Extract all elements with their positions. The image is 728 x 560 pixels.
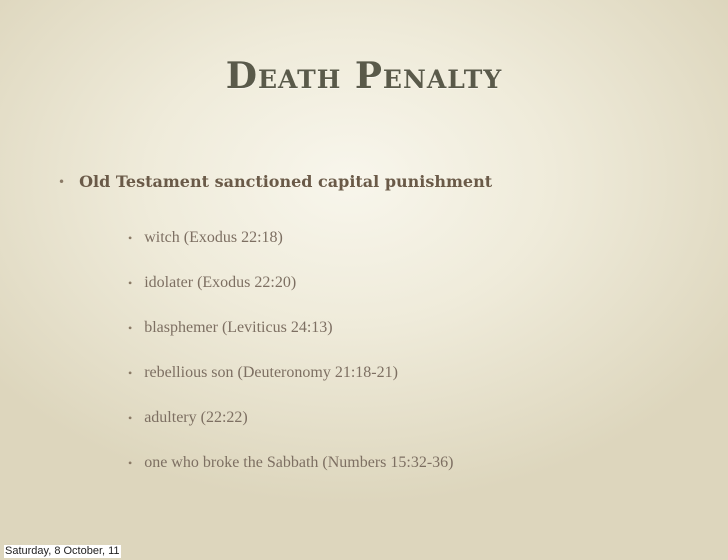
list-item <box>128 215 453 260</box>
sub-bullet-list <box>128 215 453 485</box>
bullet-icon: • <box>128 320 133 335</box>
list-item <box>128 260 453 305</box>
bullet-icon: • <box>128 410 133 425</box>
bullet-icon: • <box>128 230 133 245</box>
slide-title: Death Penalty <box>225 55 503 97</box>
sub-bullet-text: adultery (22:22) <box>144 408 248 426</box>
footer-date: Saturday, 8 October, 11 <box>5 545 120 557</box>
bullet-icon: • <box>128 275 133 290</box>
list-item <box>128 350 453 395</box>
sub-bullet-text: one who broke the Sabbath (Numbers 15:32-36) <box>144 453 454 471</box>
sub-bullet-text: rebellious son (Deuteronomy 21:18-21) <box>144 363 398 381</box>
list-item <box>128 395 453 440</box>
bullet-icon: • <box>128 455 133 470</box>
main-bullet-text: Old Testament sanctioned capital punishment <box>79 172 493 191</box>
sub-bullet-text: blasphemer (Leviticus 24:13) <box>144 318 333 336</box>
sub-bullet-text: witch (Exodus 22:18) <box>144 228 283 246</box>
bullet-icon: • <box>58 174 66 189</box>
bullet-icon: • <box>128 365 133 380</box>
list-item <box>128 305 453 350</box>
list-item <box>128 440 453 485</box>
sub-bullet-text: idolater (Exodus 22:20) <box>144 273 297 291</box>
main-bullet-point <box>58 172 492 191</box>
